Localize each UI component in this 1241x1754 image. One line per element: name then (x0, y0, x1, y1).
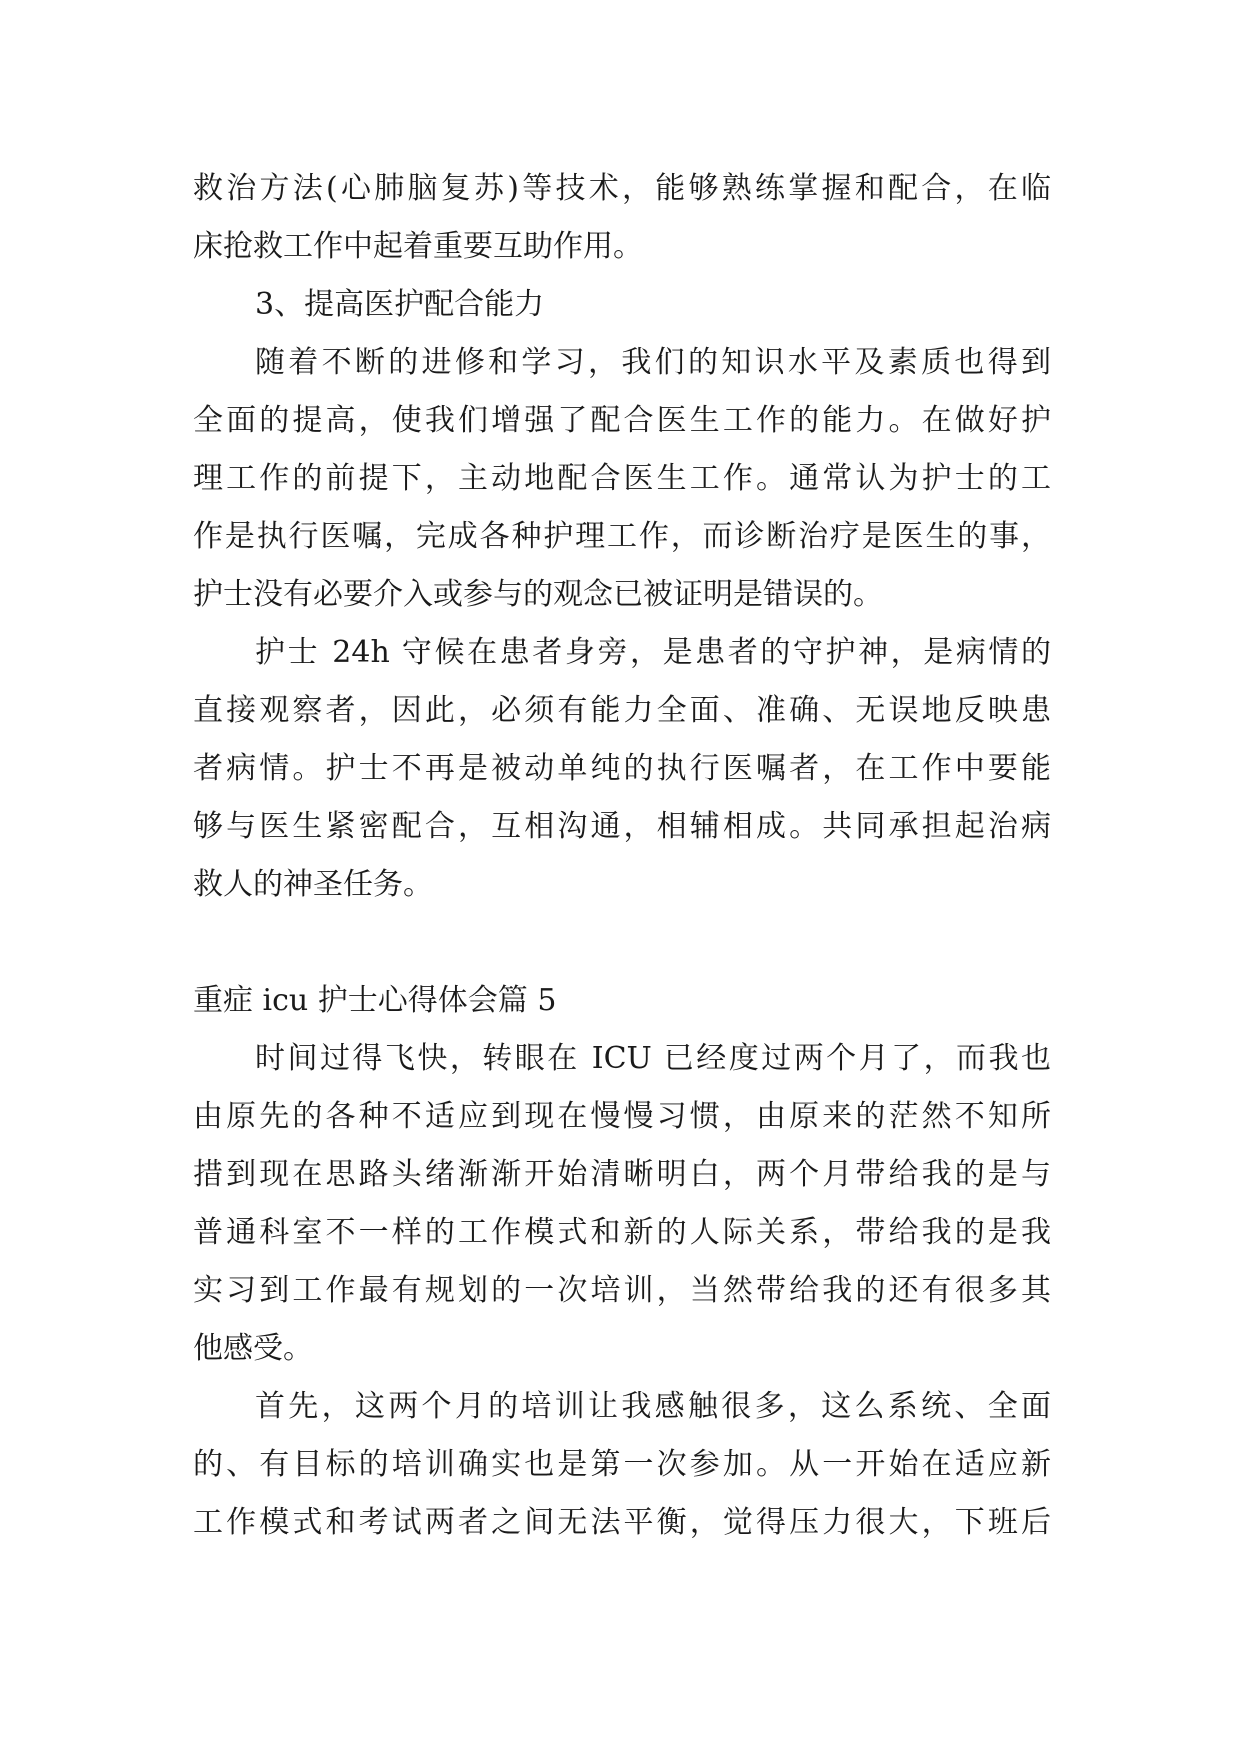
title-text: 重症 icu 护士心得体会篇 5 (193, 983, 557, 1018)
section-heading-3 (193, 276, 1051, 334)
text-line: 护士没有必要介入或参与的观念已被证明是错误的。 (193, 577, 883, 612)
text-line: 时间过得飞快，转眼在 ICU 已经度过两个月了，而我也 (255, 1041, 1051, 1076)
text-line: 救治方法(心肺脑复苏)等技术，能够熟练掌握和配合，在临 (193, 171, 1051, 206)
text-line: 够与医生紧密配合，互相沟通，相辅相成。共同承担起治病 (193, 809, 1051, 844)
text-line: 直接观察者，因此，必须有能力全面、准确、无误地反映患 (193, 693, 1051, 728)
text-line: 他感受。 (193, 1331, 313, 1366)
text-line: 全面的提高，使我们增强了配合医生工作的能力。在做好护 (193, 403, 1051, 438)
text-line: 护士 24h 守候在患者身旁，是患者的守护神，是病情的 (255, 635, 1051, 670)
paragraph-methods (193, 160, 1051, 276)
text-line: 床抢救工作中起着重要互助作用。 (193, 229, 643, 264)
text-line: 普通科室不一样的工作模式和新的人际关系，带给我的是我 (193, 1215, 1051, 1250)
paragraph-first (193, 1378, 1051, 1552)
paragraph-progress (193, 334, 1051, 624)
heading-text: 3、提高医护配合能力 (255, 287, 545, 322)
blank-line (193, 914, 1051, 972)
text-line: 由原先的各种不适应到现在慢慢习惯，由原来的茫然不知所 (193, 1099, 1051, 1134)
article-title-5 (193, 972, 1051, 1030)
text-line: 首先，这两个月的培训让我感触很多，这么系统、全面 (255, 1389, 1051, 1424)
text-line: 救人的神圣任务。 (193, 867, 433, 902)
text-line: 措到现在思路头绪渐渐开始清晰明白，两个月带给我的是与 (193, 1157, 1051, 1192)
text-line: 的、有目标的培训确实也是第一次参加。从一开始在适应新 (193, 1447, 1051, 1482)
text-line: 作是执行医嘱，完成各种护理工作，而诊断治疗是医生的事， (193, 519, 1051, 554)
text-line: 实习到工作最有规划的一次培训，当然带给我的还有很多其 (193, 1273, 1051, 1308)
text-line: 随着不断的进修和学习，我们的知识水平及素质也得到 (255, 345, 1051, 380)
document-body (193, 160, 1051, 1552)
paragraph-time (193, 1030, 1051, 1378)
text-line: 工作模式和考试两者之间无法平衡，觉得压力很大，下班后 (193, 1505, 1051, 1540)
paragraph-24h (193, 624, 1051, 914)
text-line: 者病情。护士不再是被动单纯的执行医嘱者，在工作中要能 (193, 751, 1051, 786)
text-line: 理工作的前提下，主动地配合医生工作。通常认为护士的工 (193, 461, 1051, 496)
